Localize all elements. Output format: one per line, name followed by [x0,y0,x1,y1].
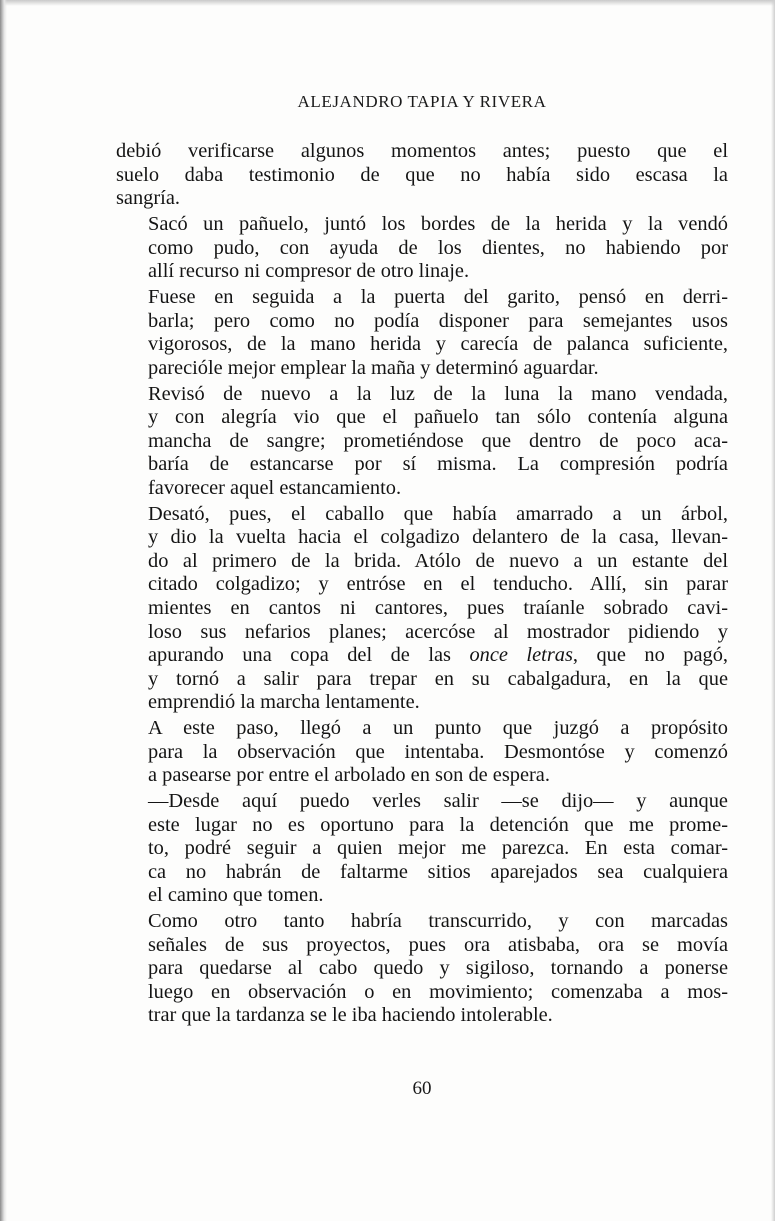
text-line: para quedarse al cabo quedo y sigiloso, tornando a ponerse [148,957,728,980]
text-line: citado colgadizo; y entróse en el tenducho. Allí, sin parar [148,573,728,596]
paragraph [116,717,728,788]
text-line: Sacó un pañuelo, juntó los bordes de la herida y la vendó [148,213,728,236]
text-line: ca no habrán de faltarme sitios aparejados sea cualquiera [148,860,728,883]
text-line: Revisó de nuevo a la luz de la luna la mano vendada, [148,382,728,405]
text-line: señales de sus proyectos, pues ora atisbaba, ora se movía [148,933,728,956]
scan-edge-right [771,0,775,1221]
text-line: Desató, pues, el caballo que había amarrado a un árbol, [148,502,728,525]
paragraph [116,790,728,908]
running-head: ALEJANDRO TAPIA Y RIVERA [297,92,547,111]
text-line: mientes en cantos ni cantores, pues traíanle sobrado cavi- [148,596,728,619]
text-line: to, podré seguir a quien mejor me parezca. En esta comar- [148,837,728,860]
text-line: para la observación que intentaba. Desmontóse y comenzó [148,740,728,763]
italic-phrase: once letras [469,644,573,667]
text-line: trar que la tardanza se le iba haciendo intolerable. [148,1004,553,1027]
text-line: barla; pero como no podía disponer para semejantes usos [148,309,728,332]
text-line: como pudo, con ayuda de los dientes, no habiendo por [148,236,728,259]
page-number: 60 [412,1078,432,1099]
scan-edge-left [0,0,7,1221]
paragraph [116,213,728,284]
text-line: Como otro tanto habría transcurrido, y con marcadas [148,910,728,933]
text-line: loso sus nefarios planes; acercóse al mostrador pidiendo y [148,620,728,643]
text-line: el camino que tomen. [148,884,324,907]
scan-edge-top [0,0,775,6]
text-line: sangría. [116,187,180,210]
text-line: emprendió la marcha lentamente. [148,691,420,714]
body-text [116,140,728,1030]
paragraph [116,383,728,501]
text-line: allí recurso ni compresor de otro linaje. [148,260,470,283]
text-line: —Desde aquí puedo verles salir —se dijo— y aunque [148,790,728,813]
text-line: y dio la vuelta hacia el colgadizo delantero de la casa, llevan- [148,526,728,549]
text-line: mancha de sangre; prometiéndose que dentro de poco aca- [148,429,728,452]
text-line: a pasearse por entre el arbolado en son de espera. [148,764,550,787]
text-line: y con alegría vio que el pañuelo tan sólo contenía alguna [148,406,728,429]
paragraph [116,910,728,1028]
text-line: luego en observación o en movimiento; comenzaba a mos- [148,980,728,1003]
text-line: do al primero de la brida. Atólo de nuevo a un estante del [148,549,728,572]
paragraph [116,286,728,380]
text-line: y tornó a salir para trepar en su cabalgadura, en la que [148,667,728,690]
text-line: baría de estancarse por sí misma. La compresión podría [148,453,728,476]
text-line: apurando una copa del de las once letras, que no pagó, [148,644,728,667]
paragraph [116,140,728,211]
text-line: vigorosos, de la mano herida y carecía de palanca suficiente, [148,333,728,356]
text-line: parecióle mejor emplear la maña y determinó aguardar. [148,356,599,379]
text-line: A este paso, llegó a un punto que juzgó a propósito [148,717,728,740]
text-line: suelo daba testimonio de que no había sido escasa la [116,163,728,186]
text-line: debió verificarse algunos momentos antes; puesto que el [116,140,728,162]
text-line: Fuese en seguida a la puerta del garito, pensó en derri- [148,286,728,309]
text-line: favorecer aquel estancamiento. [148,476,402,499]
text-line: este lugar no es oportuno para la detención que me prome- [148,813,728,836]
paragraph [116,503,728,715]
